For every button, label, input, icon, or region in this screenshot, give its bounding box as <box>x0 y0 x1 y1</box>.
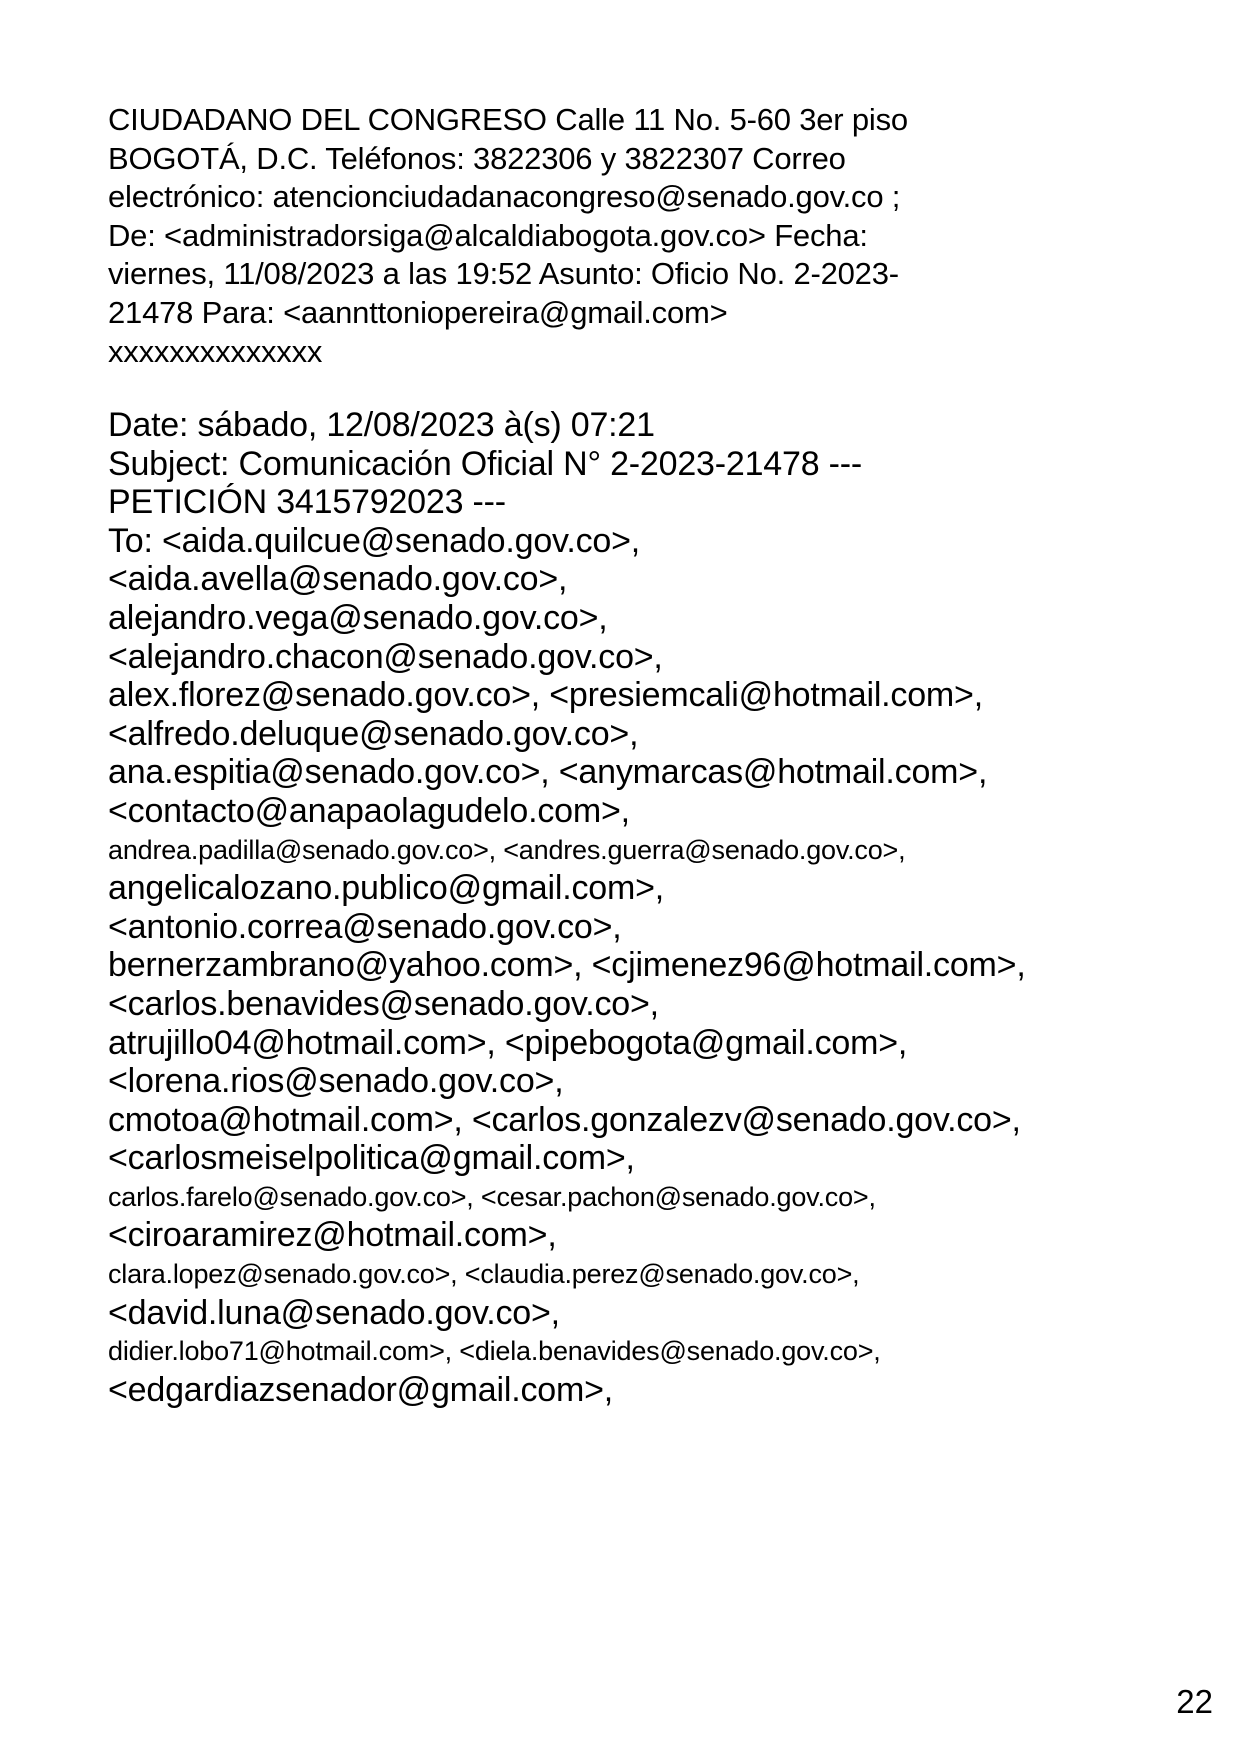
intro-line: 21478 Para: <aannttoniopereira@gmail.com> <box>108 294 728 330</box>
recipient-line: <carlos.benavides@senado.gov.co>, <box>108 984 659 1023</box>
recipient-line: andrea.padilla@senado.gov.co>, <andres.guerra@senado.gov.co>, <box>108 834 906 865</box>
recipient-line: cmotoa@hotmail.com>, <carlos.gonzalezv@senado.gov.co>, <box>108 1100 1021 1139</box>
email-subject-line: Subject: Comunicación Oficial N° 2-2023-21478 --- <box>108 444 863 483</box>
recipient-line: alex.florez@senado.gov.co>, <presiemcali@hotmail.com>, <box>108 676 983 715</box>
recipient-line: <carlosmeiselpolitica@gmail.com>, <box>108 1139 635 1178</box>
recipient-line: <lorena.rios@senado.gov.co>, <box>108 1062 564 1101</box>
recipient-line: carlos.farelo@senado.gov.co>, <cesar.pachon@senado.gov.co>, <box>108 1181 876 1212</box>
recipient-line: angelicalozano.publico@gmail.com>, <box>108 869 664 908</box>
redacted-placeholder-line: xxxxxxxxxxxxxx <box>108 333 323 369</box>
email-date-line: Date: sábado, 12/08/2023 à(s) 07:21 <box>108 406 655 444</box>
recipient-line: atrujillo04@hotmail.com>, <pipebogota@gmail.com>, <box>108 1023 908 1062</box>
intro-line: CIUDADANO DEL CONGRESO Calle 11 No. 5-60 3er piso <box>108 102 908 137</box>
intro-line: BOGOTÁ, D.C. Teléfonos: 3822306 y 3822307 Correo <box>108 140 846 176</box>
intro-line: electrónico: atencionciudadanacongreso@senado.gov.co ; <box>108 179 901 215</box>
recipient-line: <antonio.correa@senado.gov.co>, <box>108 907 622 946</box>
recipient-line: bernerzambrano@yahoo.com>, <cjimenez96@hotmail.com>, <box>108 946 1026 985</box>
recipient-line: <alejandro.chacon@senado.gov.co>, <box>108 637 663 676</box>
intro-line: viernes, 11/08/2023 a las 19:52 Asunto: Oficio No. 2-2023- <box>108 256 899 292</box>
email-subject-line: PETICIÓN 3415792023 --- <box>108 483 506 522</box>
recipient-line: <contacto@anapaolagudelo.com>, <box>108 791 630 830</box>
email-header-block <box>108 406 1188 1409</box>
recipient-line: <ciroaramirez@hotmail.com>, <box>108 1216 557 1255</box>
recipient-line: <edgardiazsenador@gmail.com>, <box>108 1370 613 1409</box>
intro-line: De: <administradorsiga@alcaldiabogota.gov.co> Fecha: <box>108 217 868 253</box>
page-number: 22 <box>1176 1683 1213 1720</box>
recipient-line: alejandro.vega@senado.gov.co>, <box>108 598 608 637</box>
intro-paragraph <box>108 101 1168 371</box>
recipient-line: <david.luna@senado.gov.co>, <box>108 1293 560 1332</box>
recipient-line: <alfredo.deluque@senado.gov.co>, <box>108 714 639 753</box>
recipient-line: ana.espitia@senado.gov.co>, <anymarcas@hotmail.com>, <box>108 753 988 792</box>
email-to-line: To: <aida.quilcue@senado.gov.co>, <box>108 521 640 560</box>
recipient-line: clara.lopez@senado.gov.co>, <claudia.perez@senado.gov.co>, <box>108 1259 860 1290</box>
recipient-line: didier.lobo71@hotmail.com>, <diela.benavides@senado.gov.co>, <box>108 1336 881 1367</box>
recipient-line: <aida.avella@senado.gov.co>, <box>108 560 568 599</box>
